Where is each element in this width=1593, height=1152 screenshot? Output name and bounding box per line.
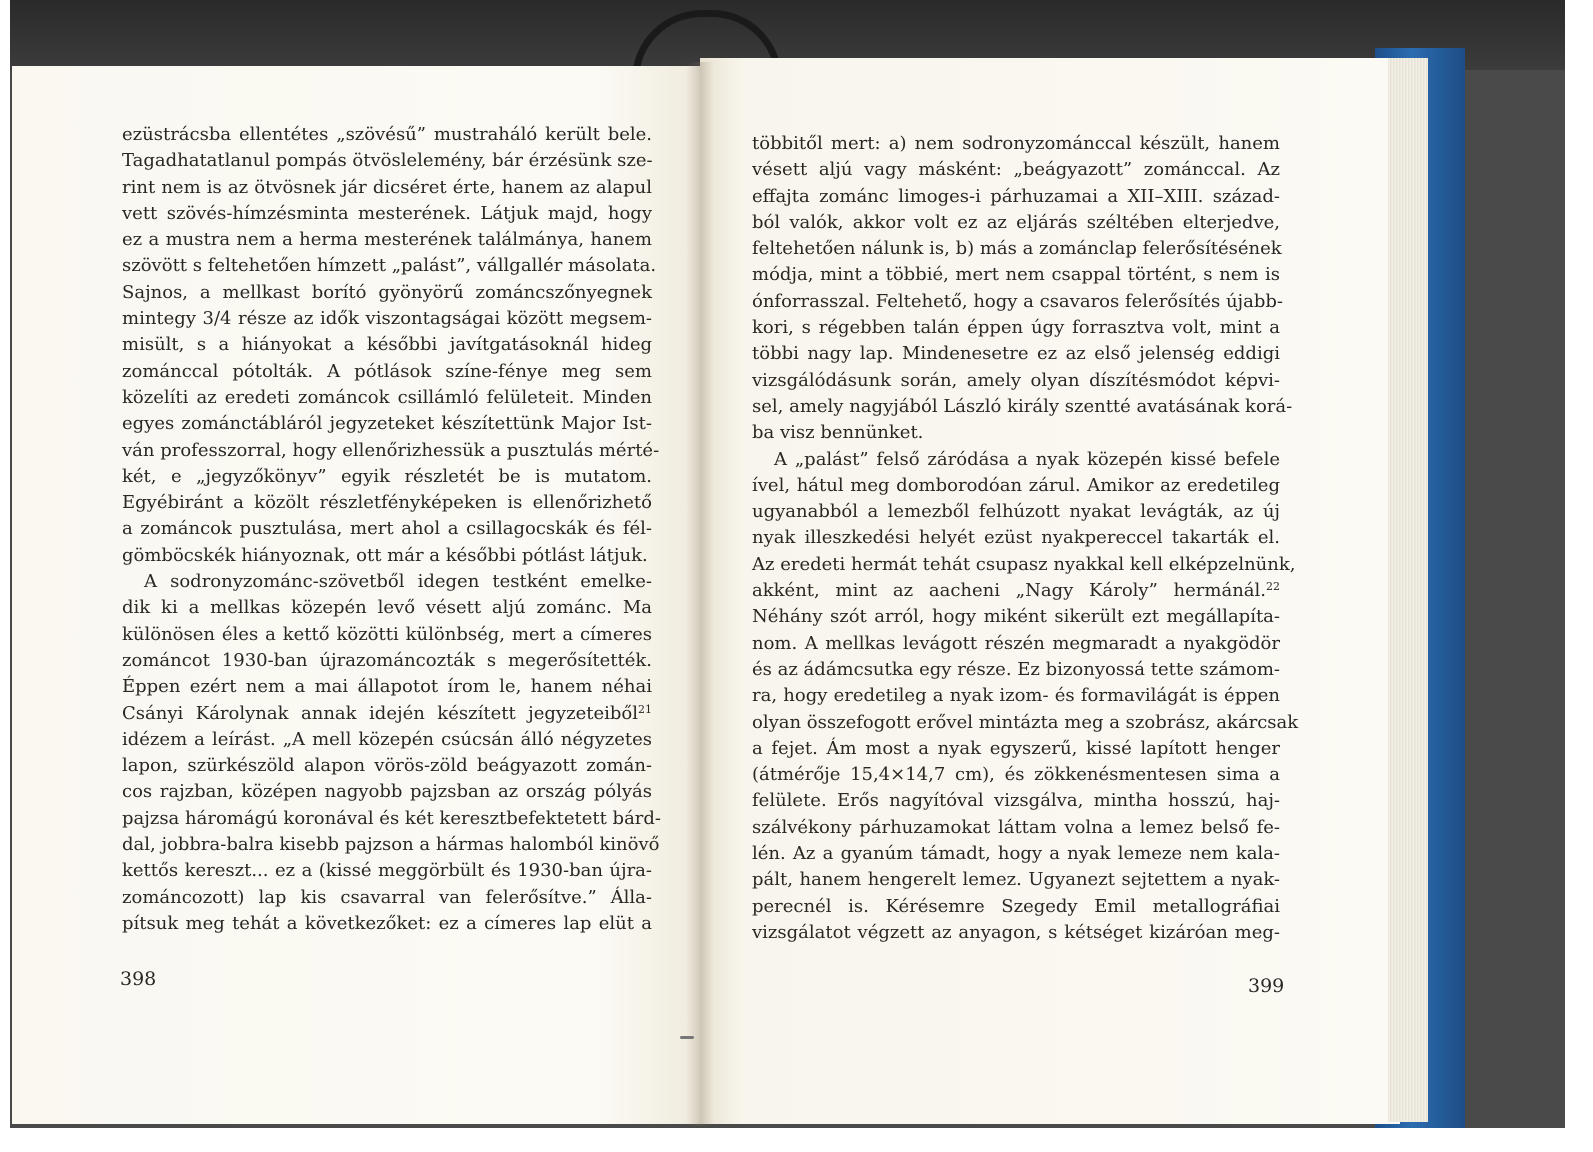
text-line: kettős kereszt... ez a (kissé meggörbült és 1930-ban újra- [122,860,652,882]
text-line: pajzsa háromágú koronával és két keresztbefektetett bárd- [122,807,662,829]
text-line: dik ki a mellkas közepén levő vésett aljú zománc. Ma [122,597,652,619]
page-edges [1388,58,1428,1122]
text-line: és az ádámcsutka egy része. Ez bizonyossá tette számom- [752,658,1280,680]
text-line: dal, jobbra-balra kisebb pajzson a hármas halomból kinövő [122,834,660,856]
text-line: ván professzorral, hogy ellenőrizhessük a pusztulás mérté- [122,439,660,461]
text-line: ez a mustra nem a herma mesterének találmánya, hanem [122,229,652,251]
text-line: ugyanabból a lemezből felhúzott nyakat levágták, az új [752,501,1280,523]
text-line: Egyébiránt a közölt részletfényképeken is ellenőrizhető [122,492,652,514]
text-line: pítsuk meg tehát a következőket: ez a címeres lap elüt a [122,912,652,934]
text-line: gömböcskék hiányoznak, ott már a későbbi pótlást látjuk. [122,544,648,566]
scan-speck [680,1036,694,1039]
text-line: Az eredeti hermát tehát csupasz nyakkal kell elképzelnünk, [752,553,1296,575]
page-number-left: 398 [120,968,157,990]
text-line-with-footnote [122,701,652,727]
text-line: ból valók, akkor volt ez az eljárás széltében elterjedve, [752,211,1280,233]
text-line: rint nem is az ötvösnek jár dicséret érte, hanem az alapul [122,176,652,198]
footnote-ref: 21 [638,702,652,716]
text-line: ba visz bennünket. [752,422,924,444]
scan-margin-left [0,0,10,1152]
right-page-text [752,131,1299,946]
text-line: olyan összefogott erővel mintázta meg a szobrász, akárcsak [752,711,1299,733]
text-line: pált, hanem hengerelt lemez. Ugyanezt sejtettem a nyak- [752,869,1280,891]
text-line: vizsgálatot végzett az anyagon, s kétséget kizáróan meg- [752,921,1280,943]
text-line: vizsgálódásunk során, amely olyan díszítésmódot képvi- [752,369,1280,391]
text-line: zománccal pótolták. A pótlások színe-fénye meg sem [122,360,652,382]
text-line: szálvékony párhuzamokat láttam volna a lemez belső fe- [752,816,1280,838]
text-line: misült, s a hiányokat a későbbi javítgatásoknál hideg [122,334,652,356]
footnote-ref: 22 [1266,580,1280,594]
text-line: Éppen ezért nem a mai állapotot írom le, hanem néhai [122,676,652,698]
text-line: zománcozott) lap kis csavarral van felerősítve.” Álla- [122,886,652,908]
text-line-with-footnote [752,578,1280,604]
text-line: módja, mint a többié, mert nem csappal történt, s nem is [752,264,1280,286]
text-line: ezüstrácsba ellentétes „szövésű” mustraháló került bele. [122,124,652,145]
text-line: effajta zománc limoges-i párhuzamai a XII–XIII. század- [752,185,1280,207]
text-line: zománcot 1930-ban újrazománcozták s megerősítették. [122,649,652,671]
scan-margin-right [1565,0,1593,1152]
text-line: A sodronyzománc-szövetből idegen testként emelke- [144,571,652,593]
text-line: a zománcok pusztulása, mert ahol a csillagocskák és fél- [122,518,652,540]
text-line: Tagadhatatlanul pompás ötvöslelemény, bár érzésünk sze- [122,150,653,172]
text-line: különösen éles a kettő közötti különbség, mert a címeres [122,623,652,645]
text-line: vésett aljú vagy másként: „beágyazott” zománccal. Az [752,159,1280,181]
text-line: lén. Az a gyanúm támadt, hogy a nyak lemeze nem kala- [752,843,1280,865]
text-line: többitől mert: a) nem sodronyzománccal készült, hanem [752,133,1280,154]
book-gutter [686,62,714,1126]
text-line: a fejet. Ám most a nyak egyszerű, kissé lapított henger [752,737,1280,759]
left-page-text [122,122,662,937]
text-line: Sajnos, a mellkast borító gyönyörű zománcszőnyegnek [122,281,652,303]
text-line: kori, s régebben talán éppen úgy forrasztva volt, mint a [752,317,1280,339]
text-line: vett szövés-hímzésminta mesterének. Látjuk majd, hogy [122,202,652,224]
text-line: (átmérője 15,4×14,7 cm), és zökkenésmentesen sima a [752,764,1280,786]
text-line: ónforrasszal. Feltehető, hogy a csavaros felerősítés újabb- [752,290,1283,312]
text-line: idézem a leírást. „A mell közepén csúcsán álló négyzetes [122,728,652,750]
text-line: akként, mint az aacheni „Nagy Károly” hermánál. [752,580,1266,602]
text-line: A „palást” felső záródása a nyak közepén kissé befele [774,448,1280,470]
scan-margin-bottom [0,1128,1593,1152]
text-line: két, e „jegyzőkönyv” egyik részletét be is mutatom. [122,465,652,487]
page-number-right: 399 [1248,975,1285,997]
text-line: többi nagy lap. Mindenesetre ez az első jelenség eddigi [752,343,1280,365]
text-line: nom. A mellkas levágott részén megmaradt a nyakgödör [752,632,1280,654]
text-line: mintegy 3/4 része az idők viszontagságai között megsem- [122,308,652,330]
text-line: perecnél is. Kérésemre Szegedy Emil metallográfiai [752,895,1280,917]
text-line: sel, amely nagyjából László király szentté avatásának korá- [752,395,1293,417]
text-line: cos rajzban, középen nagyobb pajzsban az ország pólyás [122,781,652,803]
text-line: ra, hogy eredetileg a nyak izom- és formavilágát is éppen [752,685,1280,707]
text-line: közelíti az eredeti zománcok csillámló felületeit. Minden [122,386,652,408]
text-line: egyes zománctábláról jegyzeteket készítettünk Major Ist- [122,413,652,435]
text-line: ível, hátul meg domborodóan zárul. Amikor az eredetileg [752,474,1280,496]
text-line: lapon, szürkészöld alapon vörös-zöld beágyazott zomán- [122,755,652,777]
text-line: Csányi Károlynak annak idején készített jegyzeteiből [122,702,638,724]
text-line: Néhány szót arról, hogy miként sikerült ezt megállapíta- [752,606,1280,628]
text-line: feltehetően nálunk is, b) más a zománclap felerősítésének [752,238,1282,260]
text-line: szövött s feltehetően hímzett „palást”, vállgallér másolata. [122,255,657,277]
text-line: nyak illeszkedési helyét ezüst nyakpereccel takarták el. [752,527,1280,549]
text-line: felülete. Erős nagyítóval vizsgálva, mintha hosszú, haj- [752,790,1280,812]
